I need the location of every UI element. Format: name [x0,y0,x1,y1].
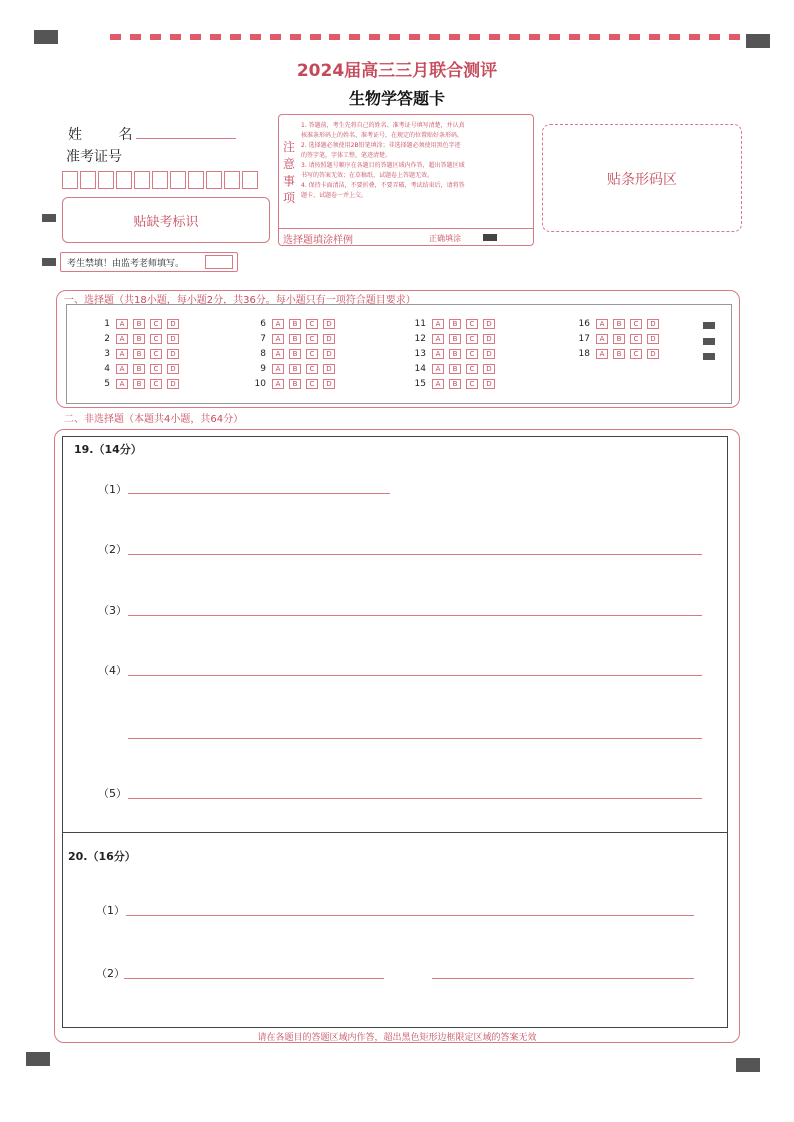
mc-question-number: 9 [260,364,266,374]
mc-question-number: 4 [104,364,110,374]
mc-option-bubble[interactable]: B [289,319,301,329]
mc-option-bubble[interactable]: D [647,334,659,344]
section2-title: 二、非选择题（本题共4小题，共64分） [64,414,244,425]
mc-question-row [252,333,340,345]
barcode-label: 贴条形码区 [607,172,677,188]
mc-option-bubble[interactable]: D [483,364,495,374]
mc-mark-16 [703,322,715,329]
mc-option-bubble[interactable]: B [289,334,301,344]
q19-part5-label: （5） [98,787,127,800]
mc-mark-18 [703,353,715,360]
mc-question-number: 2 [104,334,110,344]
mc-option-bubble[interactable]: B [613,334,625,344]
mc-option-bubble[interactable]: A [272,334,284,344]
mc-question-number: 6 [260,319,266,329]
mc-option-bubble[interactable]: B [449,379,461,389]
mc-question-row [96,318,184,330]
mc-option-bubble[interactable]: D [167,349,179,359]
mc-option-bubble[interactable]: D [483,349,495,359]
mc-option-bubble[interactable]: C [306,379,318,389]
mc-option-bubble[interactable]: C [150,379,162,389]
correct-fill-label: 正确填涂 [429,234,461,243]
mc-option-bubble[interactable]: C [306,349,318,359]
mc-mark-17 [703,338,715,345]
mc-question-row [252,318,340,330]
mc-question-row [576,333,664,345]
mc-question-row [96,363,184,375]
mc-question-row [576,318,664,330]
card-title: 生物学答题卡 [348,89,445,108]
mc-option-bubble[interactable]: B [289,349,301,359]
q19-part1-line[interactable] [128,493,390,494]
mc-option-bubble[interactable]: A [116,349,128,359]
candidate-id-boxes[interactable] [62,171,260,189]
mc-question-number: 15 [414,379,426,389]
q19-part4-label: （4） [98,664,127,677]
mc-option-bubble[interactable]: C [306,334,318,344]
mc-option-bubble[interactable]: D [483,334,495,344]
side-mark-2 [42,258,56,266]
missing-exam-sticker-area [62,197,270,243]
proctor-mark-box[interactable] [205,255,233,269]
mc-option-bubble[interactable]: D [167,334,179,344]
q20-part2-label: （2） [96,967,125,980]
mc-option-bubble[interactable]: D [323,379,335,389]
q19-part4-line1[interactable] [128,675,702,676]
mc-question-row [96,378,184,390]
mc-option-bubble[interactable]: B [613,349,625,359]
mc-option-bubble[interactable]: A [116,364,128,374]
mc-question-number: 8 [260,349,266,359]
notice-box [278,114,534,246]
corner-mark-top-left [34,30,58,44]
mc-option-bubble[interactable]: B [449,364,461,374]
mc-option-bubble[interactable]: C [150,349,162,359]
mc-option-bubble[interactable]: C [630,349,642,359]
mc-option-bubble[interactable]: B [449,319,461,329]
mc-option-bubble[interactable]: C [466,349,478,359]
mc-option-bubble[interactable]: C [466,319,478,329]
mc-option-bubble[interactable]: B [133,319,145,329]
name-field[interactable] [136,138,236,139]
correct-fill-sample [483,234,497,241]
mc-option-bubble[interactable]: D [167,319,179,329]
mc-question-number: 5 [104,379,110,389]
mc-question-row [252,363,340,375]
corner-mark-bottom-left [26,1052,50,1066]
mc-option-bubble[interactable]: A [432,379,444,389]
mc-question-number: 18 [578,349,590,359]
mc-option-bubble[interactable]: A [272,364,284,374]
mc-option-bubble[interactable]: D [483,379,495,389]
corner-mark-bottom-right [736,1058,760,1072]
mc-option-bubble[interactable]: C [150,319,162,329]
mc-option-bubble[interactable]: C [306,319,318,329]
q20-heading: 20.（16分） [68,850,136,863]
mc-question-number: 7 [260,334,266,344]
mc-option-bubble[interactable]: C [630,319,642,329]
section2-inner [62,436,728,1028]
mc-option-bubble[interactable]: B [133,349,145,359]
mc-question-row [412,363,500,375]
mc-question-row [96,333,184,345]
mc-option-bubble[interactable]: A [116,319,128,329]
exam-title: 2024届高三三月联合测评 [296,61,498,81]
mc-option-bubble[interactable]: D [483,319,495,329]
mc-question-number: 3 [104,349,110,359]
mc-option-bubble[interactable]: C [466,334,478,344]
mc-option-bubble[interactable]: C [150,364,162,374]
mc-question-number: 11 [414,319,426,329]
q20-part1-label: （1） [96,904,125,917]
mc-question-number: 14 [414,364,426,374]
proctor-box [60,252,238,272]
mc-question-row [412,378,500,390]
q20-part1-line[interactable] [126,915,694,916]
candidate-id-label: 准考证号 [66,149,122,165]
barcode-area [542,124,742,232]
notice-text: 1. 答题前，考生先将自己的姓名、准考证号填写清楚，并认真 核准条形码上的姓名、准考证号，在规定的位置贴好条形码。 2. 选择题必须使用2B铅笔填涂；非选择题必须使用黑色字迹 的签字笔，字体工整，笔迹清楚。 3. 请按照题号顺序在各题目的答题区域内作答，超出答题区域 书写的答案无效；在草稿纸、试题卷上答题无效。 4. 保持卡面清洁，不要折叠，不要弄破，考试结束后，请将答 题卡、试题卷一并上交。 [301,122,465,199]
mc-question-number: 1 [104,319,110,329]
mc-option-bubble[interactable]: D [323,319,335,329]
mc-option-bubble[interactable]: D [323,349,335,359]
mc-question-number: 17 [578,334,590,344]
mc-option-bubble[interactable]: B [133,364,145,374]
mc-question-row [412,318,500,330]
mc-question-number: 12 [414,334,426,344]
missing-exam-sticker-label: 贴缺考标识 [133,215,199,230]
mc-question-row [412,333,500,345]
mc-option-bubble[interactable]: D [323,364,335,374]
mc-option-bubble[interactable]: C [466,364,478,374]
mc-option-bubble[interactable]: D [647,349,659,359]
mc-option-bubble[interactable]: A [432,349,444,359]
mc-option-bubble[interactable]: A [116,379,128,389]
q19-part4-line2[interactable] [128,738,702,739]
q19-part2-label: （2） [98,543,127,556]
mc-option-bubble[interactable]: B [613,319,625,329]
timing-marks [110,34,740,40]
mc-option-bubble[interactable]: C [306,364,318,374]
mc-option-bubble[interactable]: B [133,379,145,389]
mc-option-bubble[interactable]: D [167,364,179,374]
name-label: 姓 名 [68,127,149,143]
side-mark-1 [42,214,56,222]
mc-option-bubble[interactable]: B [289,379,301,389]
notice-side-label: 注 意 事 项 [282,140,295,205]
q19-part2-line[interactable] [128,554,702,555]
proctor-note: 考生禁填！由监考老师填写。 [67,259,185,269]
mc-option-bubble[interactable]: A [272,349,284,359]
mc-option-bubble[interactable]: C [150,334,162,344]
q19-part1-label: （1） [98,483,127,496]
mc-question-row [96,348,184,360]
mc-option-bubble[interactable]: B [449,349,461,359]
mc-option-bubble[interactable]: A [596,334,608,344]
mc-question-number: 10 [254,379,266,389]
q19-part3-label: （3） [98,604,127,617]
mc-option-bubble[interactable]: B [289,364,301,374]
mc-option-bubble[interactable]: A [272,379,284,389]
q19-part5-line[interactable] [128,798,702,799]
mc-option-bubble[interactable]: D [647,319,659,329]
q19-part3-line[interactable] [128,615,702,616]
section1-title: 一、选择题（共18小题，每小题2分，共36分。每小题只有一项符合题目要求） [64,291,416,306]
mc-option-bubble[interactable]: B [449,334,461,344]
mc-option-bubble[interactable]: A [432,319,444,329]
mc-option-bubble[interactable]: D [167,379,179,389]
mc-option-bubble[interactable]: A [596,319,608,329]
mc-option-bubble[interactable]: A [596,349,608,359]
footer-note: 请在各题目的答题区域内作答，超出黑色矩形边框限定区域的答案无效 [257,1033,537,1043]
mc-question-row [412,348,500,360]
mc-option-bubble[interactable]: C [630,334,642,344]
q19-q20-divider [62,832,728,833]
corner-mark-top-right [746,34,770,48]
mc-option-bubble[interactable]: A [432,364,444,374]
notice-divider [279,228,533,229]
mc-option-bubble[interactable]: B [133,334,145,344]
mc-option-bubble[interactable]: C [466,379,478,389]
mc-option-bubble[interactable]: A [116,334,128,344]
mc-question-number: 16 [578,319,590,329]
mc-option-bubble[interactable]: A [432,334,444,344]
mc-option-bubble[interactable]: D [323,334,335,344]
mc-question-row [252,348,340,360]
mc-question-row [252,378,340,390]
q19-heading: 19.（14分） [74,443,142,456]
sample-label: 选择题填涂样例 [283,235,353,246]
mc-question-row [576,348,664,360]
q20-part2-line-right[interactable] [432,978,694,979]
q20-part2-line-left[interactable] [124,978,384,979]
mc-option-bubble[interactable]: A [272,319,284,329]
mc-question-number: 13 [414,349,426,359]
